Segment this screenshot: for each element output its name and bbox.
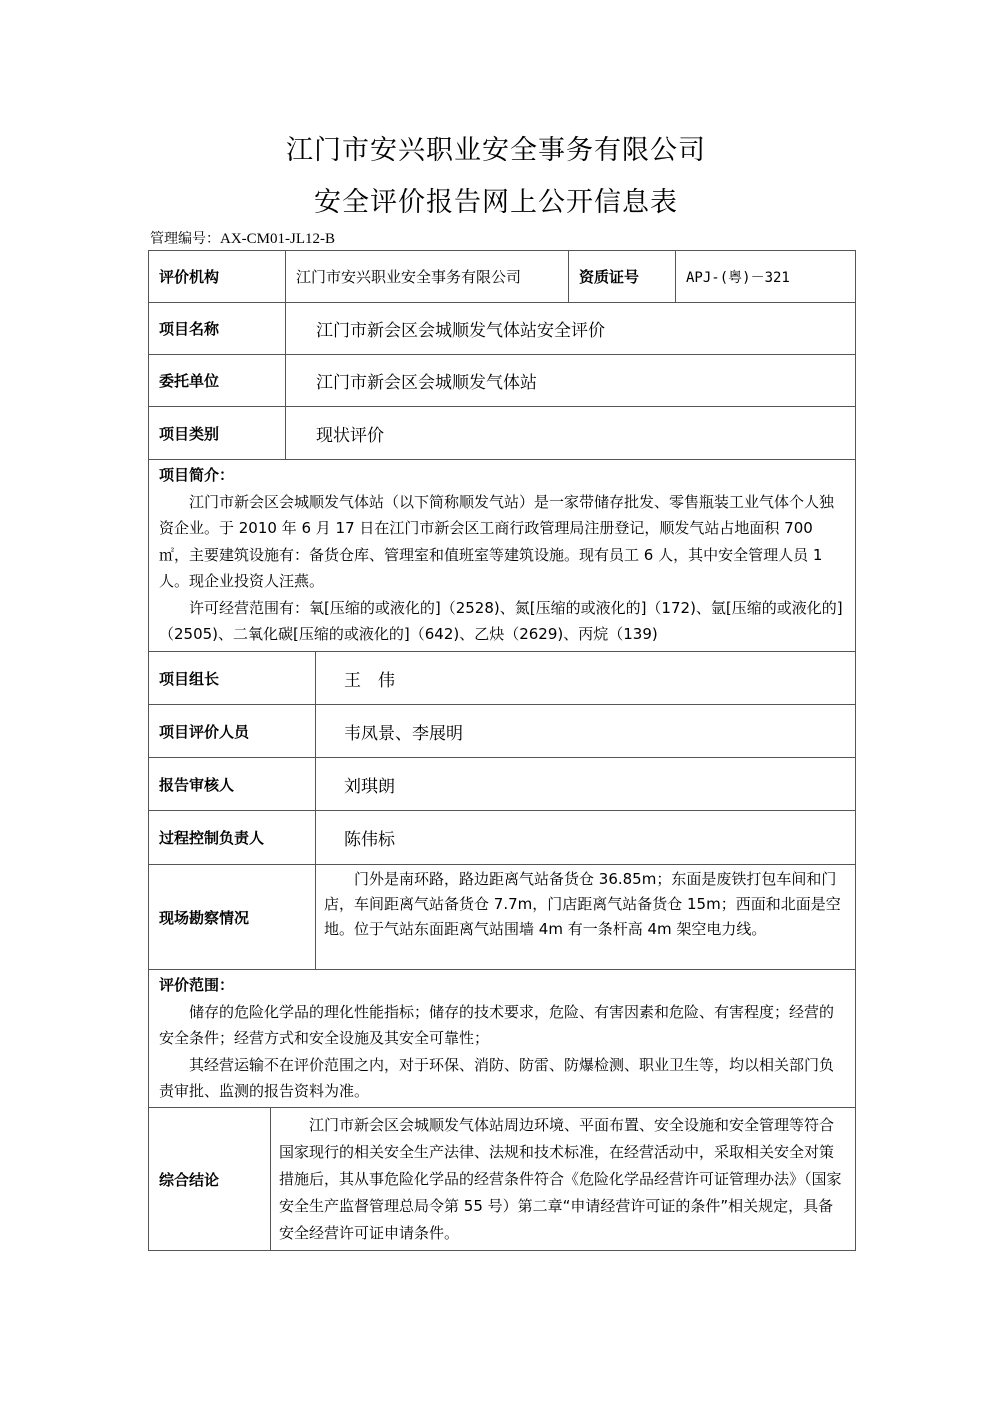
document-subtitle: 安全评价报告网上公开信息表	[314, 187, 678, 218]
process-control-label: 过程控制负责人	[148, 810, 316, 865]
org-value: 江门市安兴职业安全事务有限公司	[285, 250, 569, 303]
intro-paragraph-1: 江门市新会区会城顺发气体站（以下简称顺发气站）是一家带储存批发、零售瓶装工业气体个人独资企业。于 2010 年 6 月 17 日在江门市新会区工商行政管理局注册登记，顺发气站占地面积 700 ㎡，主要建筑设施有：备货仓库、管理室和值班室等建筑设施。现有员工 6 人，其中安全管理人员 1 人。现企业投资人汪燕。	[159, 492, 835, 590]
management-number	[150, 228, 335, 248]
category-label: 项目类别	[148, 406, 286, 460]
site-survey-label: 现场勘察情况	[148, 864, 316, 970]
org-label: 评价机构	[148, 250, 286, 303]
leader-label: 项目组长	[148, 651, 316, 705]
project-intro-section	[148, 459, 856, 652]
project-name-value: 江门市新会区会城顺发气体站安全评价	[285, 302, 856, 355]
conclusion-label: 综合结论	[148, 1107, 271, 1251]
client-label: 委托单位	[148, 354, 286, 407]
evaluators-label: 项目评价人员	[148, 704, 316, 758]
intro-paragraph-2: 许可经营范围有：氧[压缩的或液化的]（2528)、氮[压缩的或液化的]（172)、氩[压缩的或液化的]（2505)、二氧化碳[压缩的或液化的]（642)、乙炔（2629)、丙烷（139)	[159, 598, 843, 643]
scope-paragraph-2: 其经营运输不在评价范围之内，对于环保、消防、防雷、防爆检测、职业卫生等，均以相关部门负责审批、监测的报告资料为准。	[159, 1055, 835, 1100]
evaluation-scope-section	[148, 969, 856, 1108]
scope-paragraph-1: 储存的危险化学品的理化性能指标；储存的技术要求，危险、有害因素和危险、有害程度；经营的安全条件；经营方式和安全设施及其安全可靠性；	[159, 1002, 835, 1047]
evaluators-value: 韦凤景、李展明	[315, 704, 856, 758]
process-control-value: 陈伟标	[315, 810, 856, 865]
client-value: 江门市新会区会城顺发气体站	[285, 354, 856, 407]
project-name-label: 项目名称	[148, 302, 286, 355]
cert-value: APJ-(粤)－321	[675, 250, 856, 303]
management-number-value: AX-CM01-JL12-B	[220, 231, 335, 247]
cert-label: 资质证号	[568, 250, 676, 303]
conclusion-value: 江门市新会区会城顺发气体站周边环境、平面布置、安全设施和安全管理等符合国家现行的相关安全生产法律、法规和技术标准，在经营活动中，采取相关安全对策措施后，其从事危险化学品的经营条件符合《危险化学品经营许可证管理办法》（国家安全生产监督管理总局令第 55 号）第二章“申请经营许可证的条件”相关规定，具备安全经营许可证申请条件。	[270, 1107, 856, 1251]
management-number-label: 管理编号：	[150, 231, 220, 247]
reviewer-value: 刘琪朗	[315, 757, 856, 811]
site-survey-value: 门外是南环路，路边距离气站备货仓 36.85m；东面是废铁打包车间和门店，车间距离气站备货仓 7.7m，门店距离气站备货仓 15m；西面和北面是空地。位于气站东面距离气站围墙 4m 有一条杆高 4m 架空电力线。	[315, 864, 856, 970]
scope-heading: 评价范围：	[159, 976, 235, 994]
leader-value: 王 伟	[315, 651, 856, 705]
document-title: 江门市安兴职业安全事务有限公司	[286, 135, 706, 166]
reviewer-label: 报告审核人	[148, 757, 316, 811]
intro-heading: 项目简介：	[159, 466, 235, 484]
category-value: 现状评价	[285, 406, 856, 460]
